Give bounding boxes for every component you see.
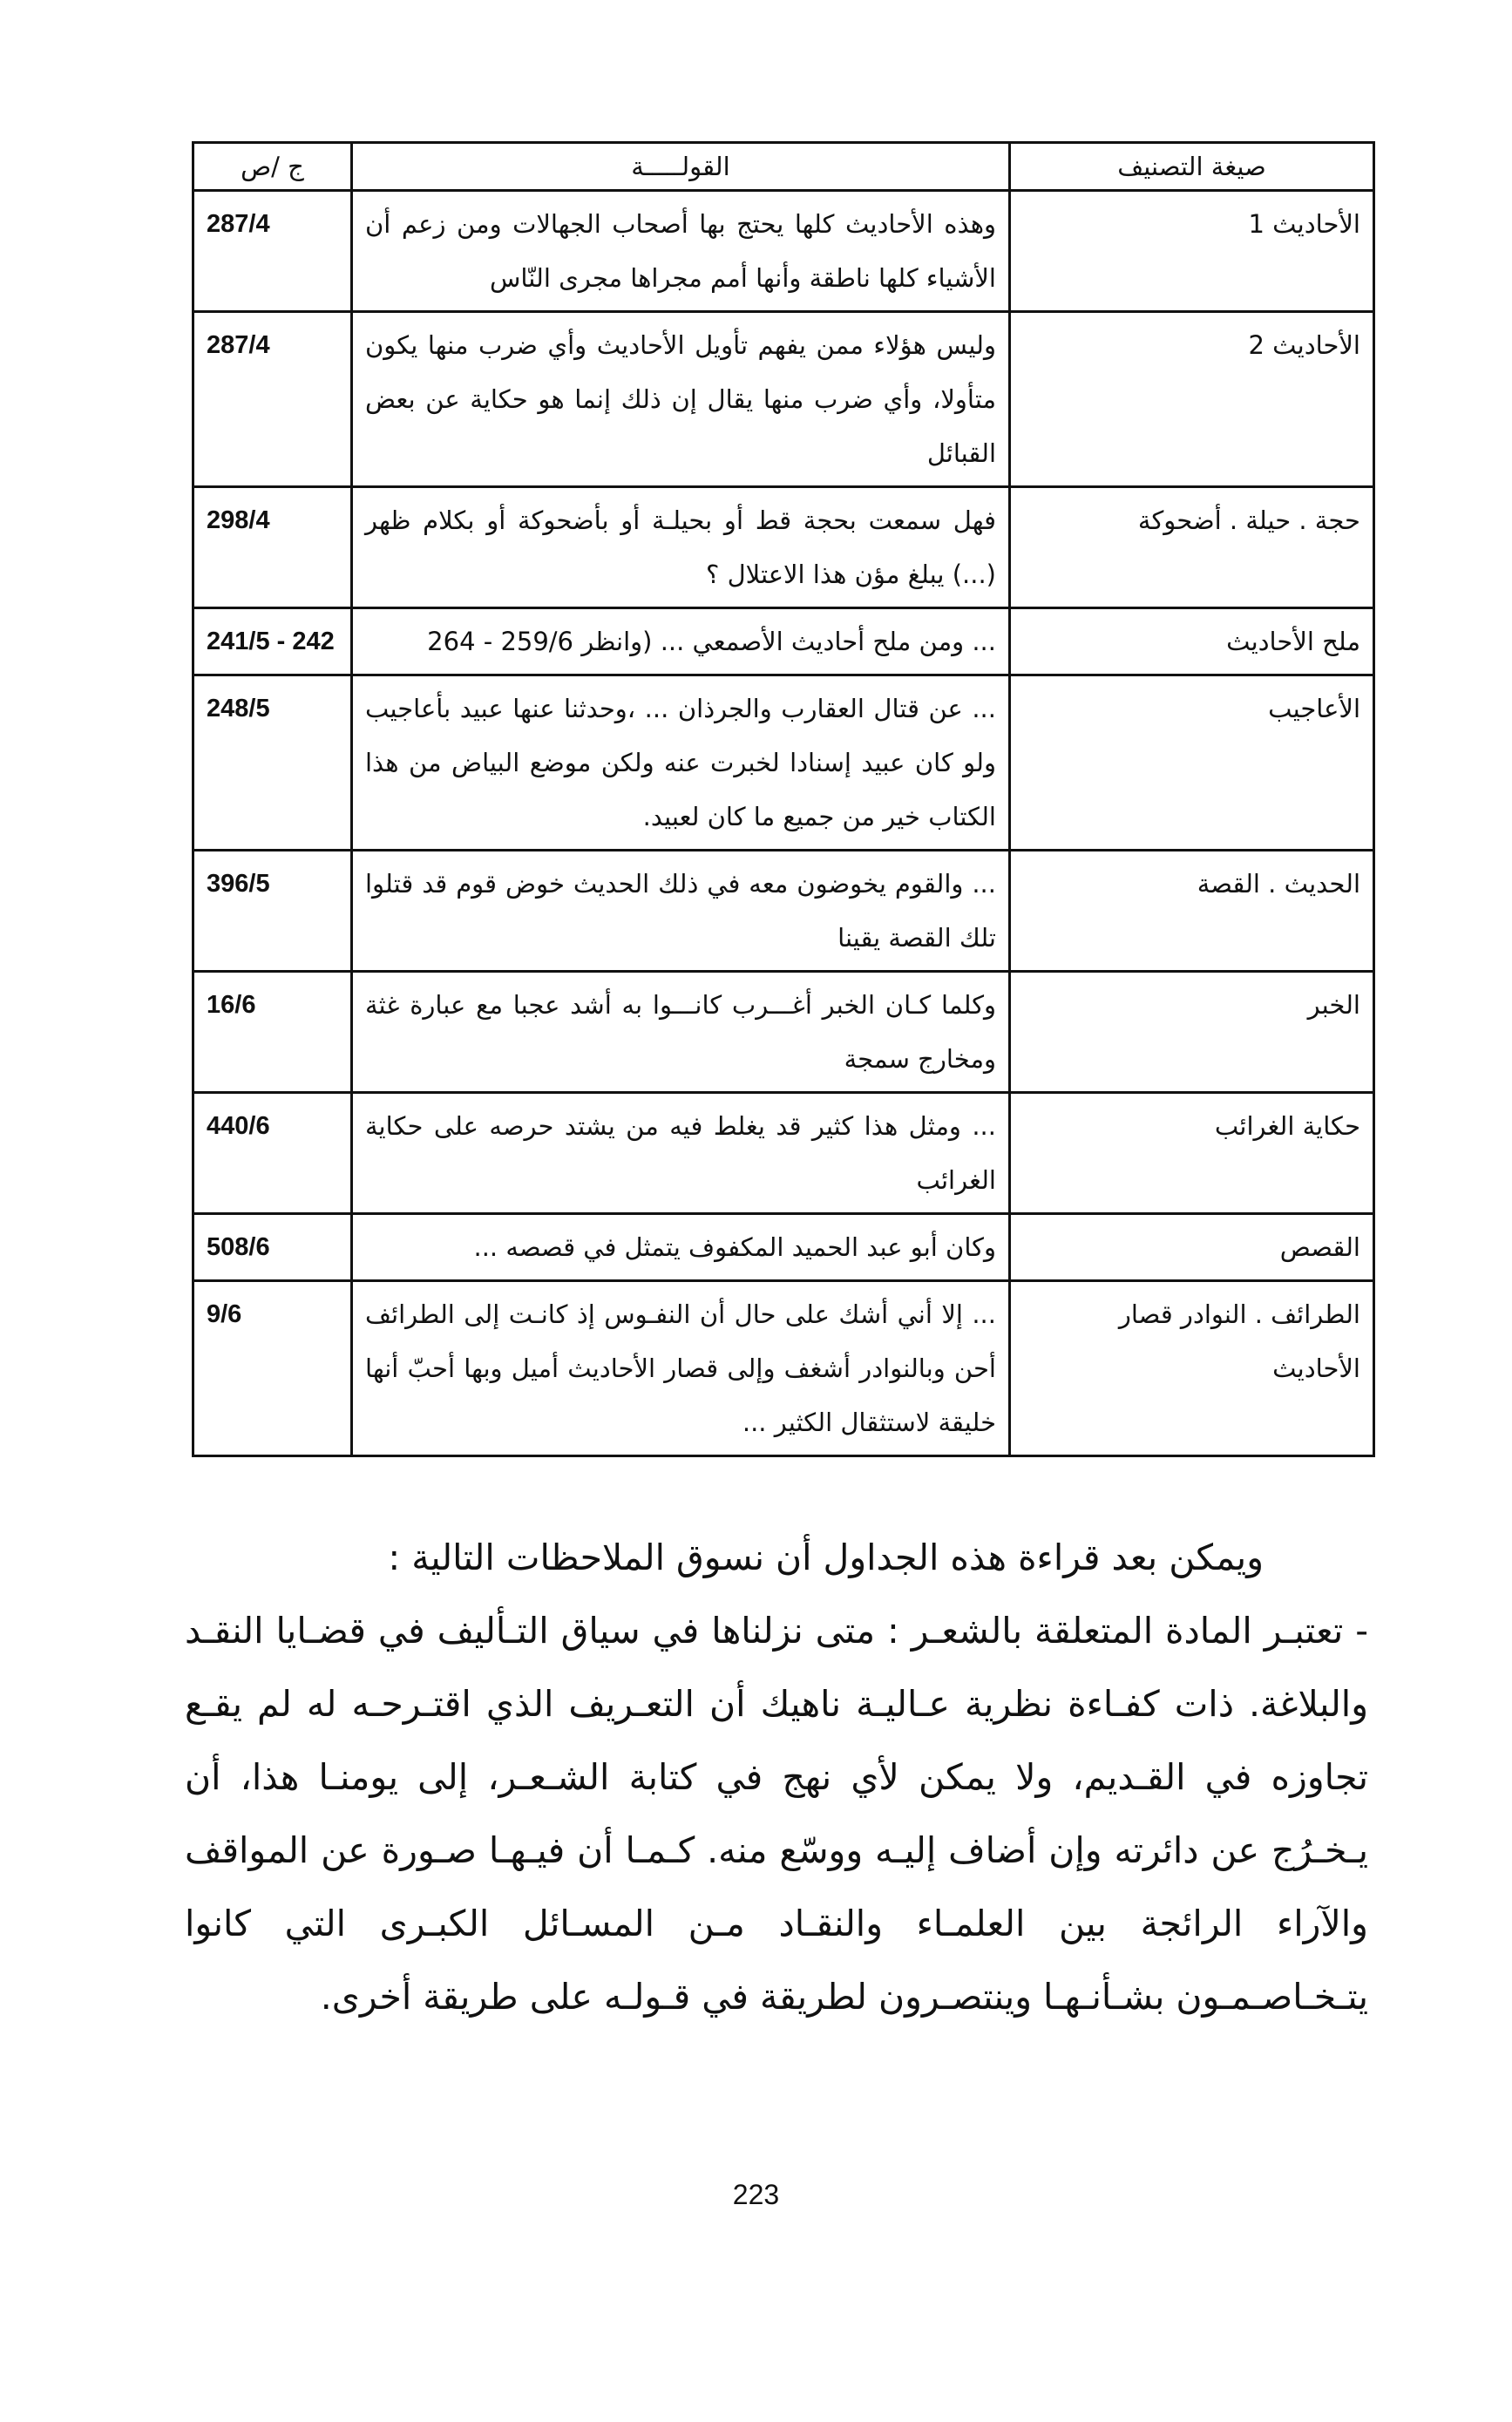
- classification-form-cell: حكاية الغرائب: [1010, 1093, 1374, 1214]
- quote-cell: ... ومن ملح أحاديث الأصمعي ... (وانظر 259/6 - 264: [352, 608, 1010, 675]
- table-row: [193, 851, 1374, 972]
- volume-page-cell: 287/4: [193, 191, 352, 312]
- table-row: [193, 608, 1374, 675]
- table-row: [193, 1093, 1374, 1214]
- classification-form-cell: الطرائف . النوادر قصار الأحاديث: [1010, 1281, 1374, 1456]
- volume-page-cell: 298/4: [193, 487, 352, 608]
- volume-page-cell: 440/6: [193, 1093, 352, 1214]
- volume-page-cell: 9/6: [193, 1281, 352, 1456]
- page-number: 223: [732, 2179, 780, 2210]
- volume-page-cell: 241/5 - 242: [193, 608, 352, 675]
- quote-cell: وكان أبو عبد الحميد المكفوف يتمثل في قصصه ...: [352, 1214, 1010, 1281]
- classification-form-cell: الأحاديث 1: [1010, 191, 1374, 312]
- table-row: [193, 1281, 1374, 1456]
- header-quote: القولـــــة: [352, 143, 1010, 191]
- volume-page-cell: 287/4: [193, 312, 352, 487]
- classification-form-cell: الأحاديث 2: [1010, 312, 1374, 487]
- intro-sentence: ويمكن بعد قراءة هذه الجداول أن نسوق الملاحظات التالية :: [388, 1537, 1264, 1578]
- observation-paragraph: - تعتبـر المادة المتعلقة بالشعـر : متى نزلناها في سياق التـأليف في قضـايا النقـد والبلاغة. ذات كفـاءة نظرية عـاليـة ناهيك أن التعـريف الذي اقتـرحـه له لم يقـع تجاوزه في القـديم، ولا يمكن لأي نهج في كتابة الشـعـر، إلى يومنـا هذا، أن يـخـرُج عن دائرته وإن أضاف إليـه ووسّع منه. كـمـا أن فيـهـا صـورة عن المواقف والآراء الرائجة بين العلمـاء والنقـاد مـن المسـائل الكبـرى التي كانوا يتـخـاصـمـون بشـأنـهـا وينتصـرون لطريقة في قـولـه على طريقة أخرى.: [185, 1610, 1368, 2018]
- classification-form-cell: الحديث . القصة: [1010, 851, 1374, 972]
- classification-form-cell: حجة . حيلة . أضحوكة: [1010, 487, 1374, 608]
- table-row: [193, 312, 1374, 487]
- volume-page-cell: 16/6: [193, 972, 352, 1093]
- volume-page-cell: 508/6: [193, 1214, 352, 1281]
- volume-page-cell: 248/5: [193, 675, 352, 851]
- quote-cell: ... إلا أني أشك على حال أن النفـوس إذ كانـت إلى الطرائف أحن وبالنوادر أشغف وإلى قصار الأحاديث أميل وبها أحبّ أنها خليقة لاستثقال الكثير ...: [352, 1281, 1010, 1456]
- body-text: [185, 1521, 1368, 2033]
- table-row: [193, 487, 1374, 608]
- volume-page-cell: 396/5: [193, 851, 352, 972]
- quote-cell: وليس هؤلاء ممن يفهم تأويل الأحاديث وأي ضرب منها يكون متأولا، وأي ضرب منها يقال إن ذلك إنما هو حكاية عن بعض القبائل: [352, 312, 1010, 487]
- table-row: [193, 972, 1374, 1093]
- quote-cell: ... عن قتال العقارب والجرذان ... ،وحدثنا عنها عبيد بأعاجيب ولو كان عبيد إسنادا لخبرت عنه ولكن موضع البياض من هذا الكتاب خير من جميع ما كان لعبيد.: [352, 675, 1010, 851]
- quote-cell: وكلما كـان الخبر أغـــرب كانـــوا به أشد عجبا مع عبارة غثة ومخارج سمجة: [352, 972, 1010, 1093]
- header-classification-form: صيغة التصنيف: [1010, 143, 1374, 191]
- table-row: [193, 675, 1374, 851]
- table-row: [193, 1214, 1374, 1281]
- classification-form-cell: ملح الأحاديث: [1010, 608, 1374, 675]
- classification-table: [192, 141, 1375, 1457]
- classification-form-cell: الخبر: [1010, 972, 1374, 1093]
- quote-cell: وهذه الأحاديث كلها يحتج بها أصحاب الجهالات ومن زعم أن الأشياء كلها ناطقة وأنها أمم مجراها مجرى النّاس: [352, 191, 1010, 312]
- quote-cell: ... ومثل هذا كثير قد يغلط فيه من يشتد حرصه على حكاية الغرائب: [352, 1093, 1010, 1214]
- classification-form-cell: القصص: [1010, 1214, 1374, 1281]
- quote-cell: ... والقوم يخوضون معه في ذلك الحديث خوض قوم قد قتلوا تلك القصة يقينا: [352, 851, 1010, 972]
- classification-form-cell: الأعاجيب: [1010, 675, 1374, 851]
- table-header-row: [193, 143, 1374, 191]
- header-volume-page: ج /ص: [193, 143, 352, 191]
- table-row: [193, 191, 1374, 312]
- quote-cell: فهل سمعت بحجة قط أو بحيلـة أو بأضحوكة أو بكلام ظهر (...) يبلغ مؤن هذا الاعتلال ؟: [352, 487, 1010, 608]
